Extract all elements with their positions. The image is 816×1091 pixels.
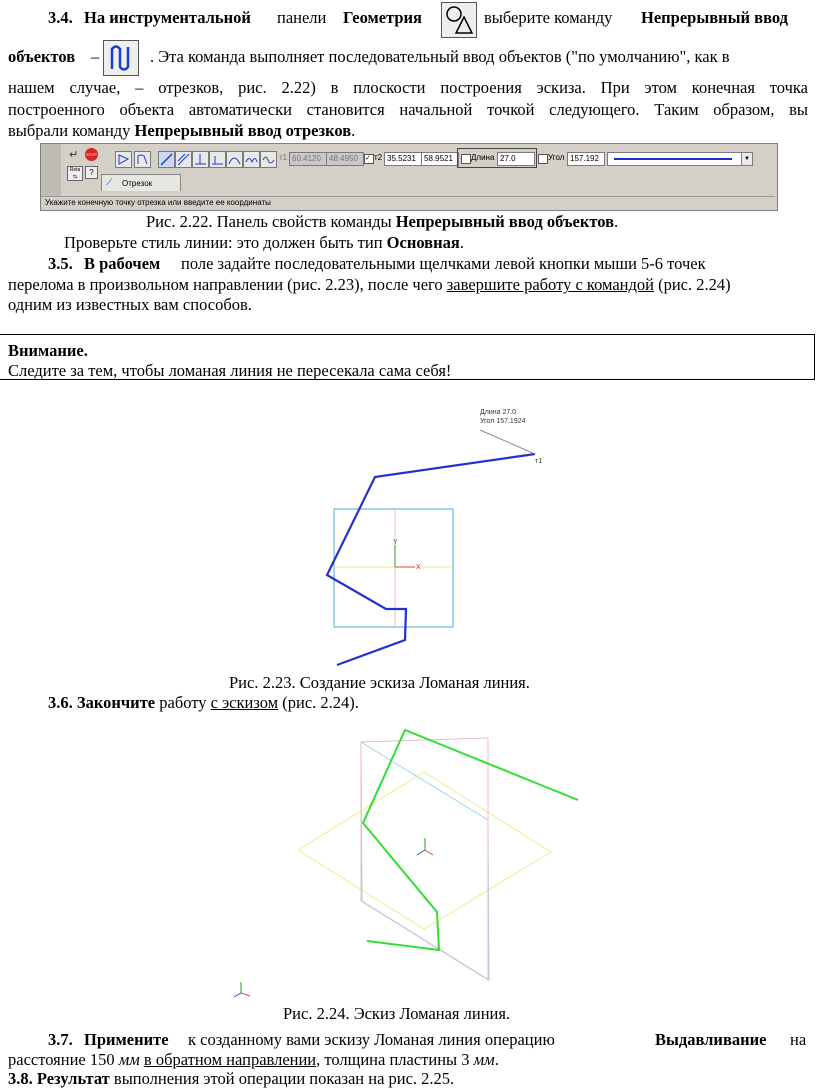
tangent-button[interactable] xyxy=(209,151,226,168)
notice-text: Следите за тем, чтобы ломаная линия не пересекала сама себя! xyxy=(8,361,452,380)
angle-field[interactable]: 157.192 xyxy=(567,152,605,166)
fig224-triad-z xyxy=(234,993,241,997)
fig223-polyline xyxy=(327,454,535,665)
arc-tangent-button[interactable] xyxy=(243,151,260,168)
line-style-select[interactable] xyxy=(607,152,753,166)
p34-line3: нашем случае, – отрезков, рис. 2.22) в плоскости построения эскиза. При этом конечная точка xyxy=(8,78,808,97)
point1-y-field[interactable]: 48.4950 xyxy=(326,152,364,166)
p36-line: 3.6. Закончите работу с эскизом (рис. 2.24). xyxy=(48,693,359,712)
point1-x-field[interactable]: 60.4120 xyxy=(289,152,327,166)
fig224-axis-x xyxy=(425,850,433,855)
fig223-sketch xyxy=(0,395,816,685)
spline-button[interactable] xyxy=(260,151,277,168)
tab-segment-label: Отрезок xyxy=(122,179,153,188)
fig223-x-label: X xyxy=(416,564,421,571)
point2-checkbox[interactable]: ✓ xyxy=(364,154,374,164)
p34-line4: построенного объекта автоматически становится начальной точкой следующего. Таким образом, вы xyxy=(8,100,808,119)
fig223-length-label: Длина 27.0 xyxy=(480,409,517,416)
tab-segment[interactable] xyxy=(101,174,181,191)
point2-label: т2 xyxy=(374,153,383,162)
fig224-axis-z xyxy=(417,850,425,855)
p34-line5: выбрали команду Непрерывный ввод отрезков. xyxy=(8,121,356,140)
p34-num: 3.4. xyxy=(48,8,73,27)
help-button[interactable]: ? xyxy=(85,166,98,179)
fig223-angle-label: Угол 157.1924 xyxy=(480,418,526,425)
line-type-button-1[interactable] xyxy=(115,151,132,168)
length-checkbox[interactable] xyxy=(461,154,471,164)
fig224-caption: Рис. 2.24. Эскиз Ломаная линия. xyxy=(283,1004,511,1023)
fig224-pink-plane xyxy=(361,738,488,980)
fig224-triad-x xyxy=(241,993,250,996)
point1-label: т1 xyxy=(279,153,288,162)
p35-line3: одним из известных вам способов. xyxy=(8,295,252,314)
status-bar xyxy=(41,196,775,209)
point2-x-field[interactable]: 35.5231 xyxy=(384,152,422,166)
stop-button[interactable]: STOP xyxy=(85,148,98,161)
ref-button[interactable]: Reta ⇆ xyxy=(67,166,83,181)
length-label: Длина xyxy=(471,153,495,162)
line-style-sample xyxy=(614,158,732,160)
fig223-caption: Рис. 2.23. Создание эскиза Ломаная линия. xyxy=(229,673,530,692)
perpendicular-button[interactable] xyxy=(192,151,209,168)
back-arrow-icon[interactable]: ↵ xyxy=(69,149,79,161)
fig223-point-label: т1 xyxy=(535,458,543,465)
line-segment-button[interactable] xyxy=(158,151,175,168)
continuous-input-icon xyxy=(103,40,139,76)
chevron-down-icon[interactable]: ▼ xyxy=(741,153,752,165)
p35-line2: перелома в произвольном направлении (рис. 2.23), после чего завершите работу с командой (рис. 2.24) xyxy=(8,275,731,294)
arc-button[interactable] xyxy=(226,151,243,168)
fig224-sketch xyxy=(0,720,816,1010)
line-type-button-2[interactable] xyxy=(134,151,151,168)
fig222-caption: Рис. 2.22. Панель свойств команды Непрерывный ввод объектов. xyxy=(146,212,619,231)
panel-left-strip xyxy=(41,144,61,196)
segment-tab-icon: ⟋ xyxy=(106,177,113,187)
geometry-toolbar-icon xyxy=(441,2,477,38)
angle-label: Угол xyxy=(548,153,565,162)
notice-box xyxy=(0,334,815,380)
point2-y-field[interactable]: 58.9521 xyxy=(421,152,459,166)
angle-checkbox[interactable] xyxy=(538,154,548,164)
fig223-y-label: Y xyxy=(393,539,398,546)
line-style-check: Проверьте стиль линии: это должен быть тип Основная. xyxy=(64,233,464,252)
parallel-line-button[interactable] xyxy=(175,151,192,168)
status-text: Укажите конечную точку отрезка или введите ее координаты xyxy=(45,198,271,207)
p38-line: 3.8. Результат выполнения этой операции показан на рис. 2.25. xyxy=(8,1069,455,1088)
length-field[interactable]: 27.0 xyxy=(497,152,535,166)
p37-line2: расстояние 150 мм в обратном направлении, толщина пластины 3 мм. xyxy=(8,1050,499,1069)
fig223-leader xyxy=(480,430,535,454)
properties-panel xyxy=(40,143,778,211)
notice-title: Внимание. xyxy=(8,341,88,360)
fig224-cyan-plane xyxy=(361,742,489,980)
